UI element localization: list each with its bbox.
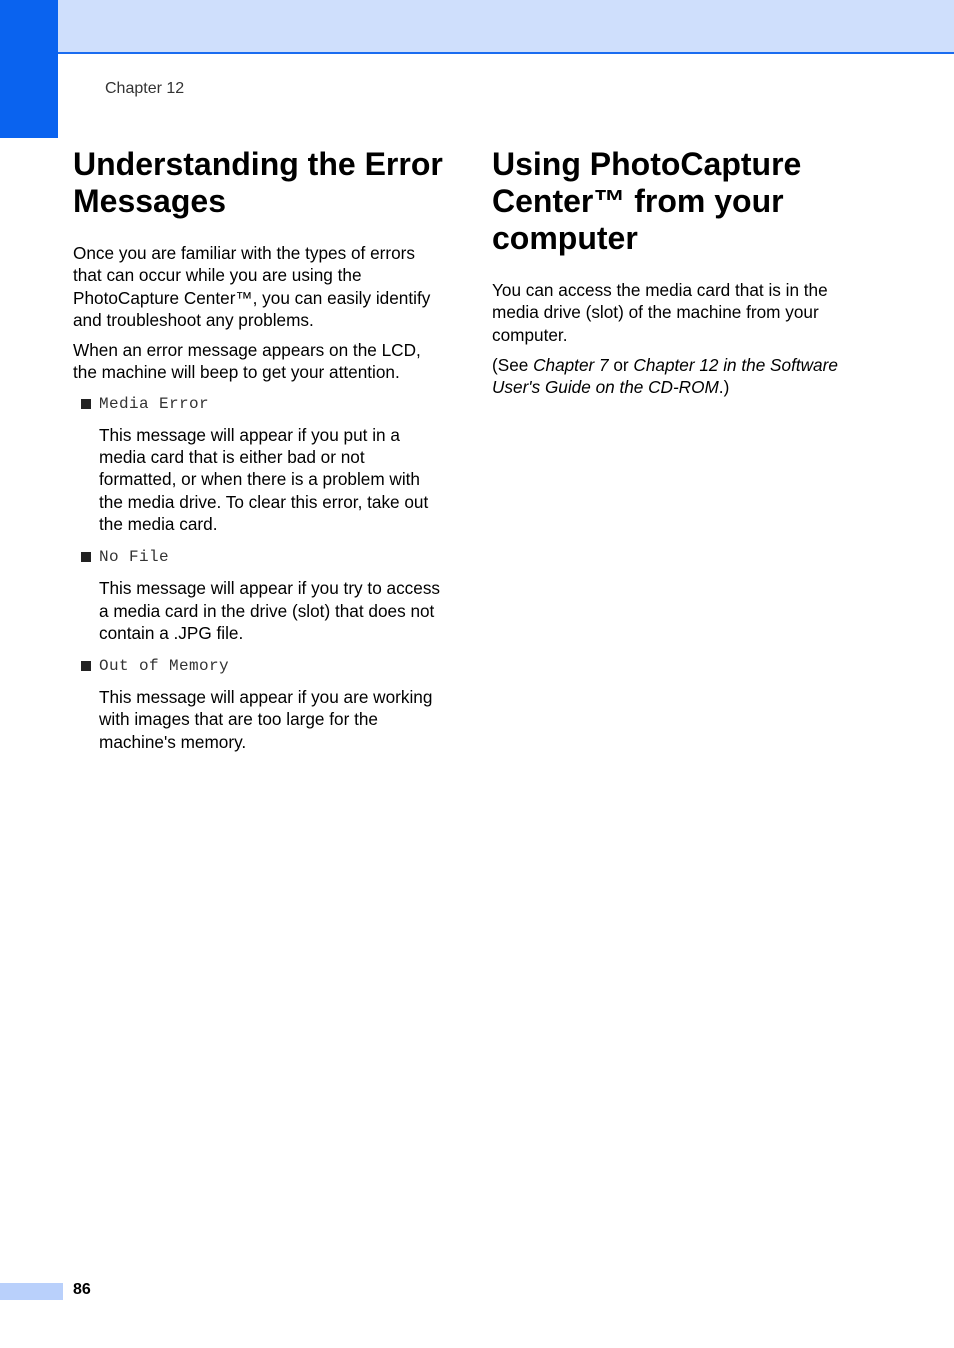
error-messages-heading: Understanding the Error Messages	[73, 146, 443, 219]
reference-paragraph: (See Chapter 7 or Chapter 12 in the Software User's Guide on the CD-ROM.)	[492, 354, 838, 398]
right-column	[492, 146, 872, 406]
software-guide-ref: Chapter 12 in the Software User's Guide on the CD-ROM	[492, 354, 838, 398]
error-description: This message will appear if you try to access a media card in the drive (slot) that does not contain a .JPG file.	[99, 578, 441, 643]
header-band	[58, 0, 954, 54]
access-paragraph: You can access the media card that is in the media drive (slot) of the machine from your computer.	[492, 280, 828, 345]
error-list	[73, 394, 445, 753]
square-bullet-icon	[81, 661, 91, 671]
chapter-label: Chapter 12	[105, 80, 185, 97]
error-code: No File	[99, 548, 170, 567]
intro-paragraph-1: Once you are familiar with the types of errors that can occur while you are using the PhotoCapture Center™, you can easily identify and troubleshoot any problems.	[73, 243, 431, 330]
page-number: 86	[73, 1281, 91, 1298]
error-description: This message will appear if you put in a media card that is either bad or not formatted, or when there is a problem with the media drive. To clear this error, take out the media card.	[99, 424, 429, 534]
chapter-tab	[0, 0, 58, 138]
list-item	[73, 394, 445, 414]
square-bullet-icon	[81, 399, 91, 409]
error-code: Out of Memory	[99, 657, 230, 676]
intro-paragraph-2: When an error message appears on the LCD, the machine will beep to get your attention.	[73, 340, 421, 383]
error-description: This message will appear if you are working with images that are too large for the machine's memory.	[99, 687, 433, 752]
list-item	[73, 656, 445, 676]
footer-bar	[0, 1283, 63, 1300]
photocapture-heading: Using PhotoCapture Center™ from your computer	[492, 146, 802, 256]
square-bullet-icon	[81, 552, 91, 562]
error-code: Media Error	[99, 394, 210, 413]
left-column	[73, 146, 445, 765]
list-item	[73, 547, 445, 567]
chapter-7-ref: Chapter 7	[533, 354, 609, 375]
